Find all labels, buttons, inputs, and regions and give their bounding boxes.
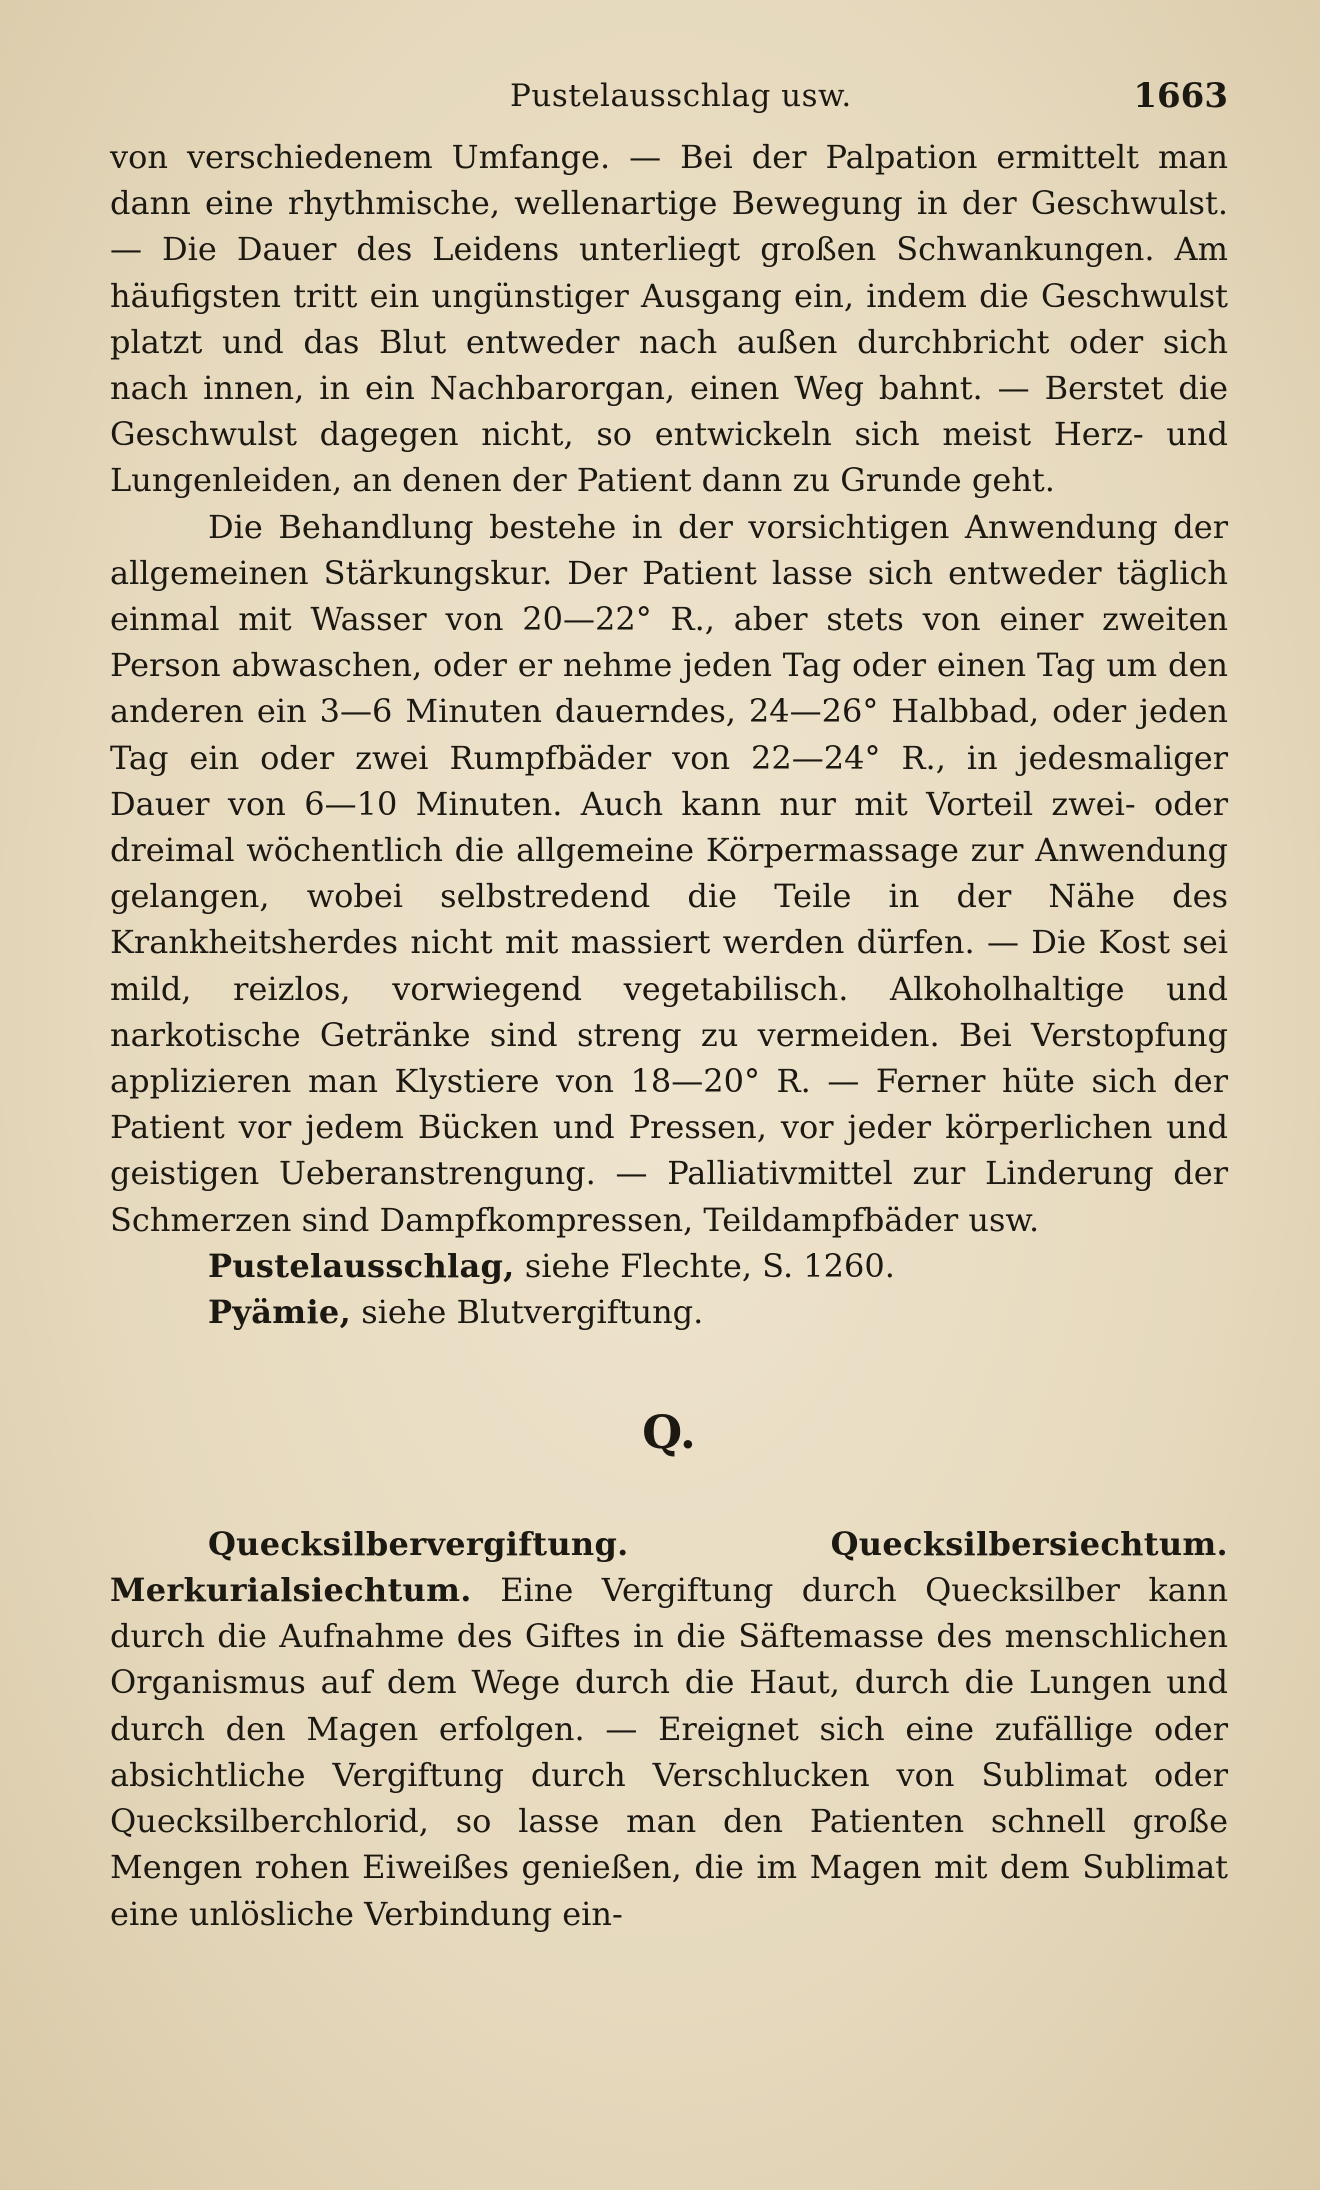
- paragraph-treatment: Die Behandlung bestehe in der vorsichtigen Anwendung der allgemeinen Stärkungskur. Der Patient lasse sich entweder täglich einmal mit Wasser von 20—22° R., aber stets von einer zweiten Person abwaschen, oder er nehme jeden Tag oder einen Tag um den anderen ein 3—6 Minuten dauerndes, 24—26° Halbbad, oder jeden Tag ein oder zwei Rumpfbäder von 22—24° R., in jedesmaliger Dauer von 6—10 Minuten. Auch kann nur mit Vorteil zwei- oder dreimal wöchentlich die allgemeine Körpermassage zur Anwendung gelangen, wobei selbstredend die Teile in der Nähe des Krankheitsherdes nicht mit massiert werden dürfen. — Die Kost sei mild, reizlos, vorwiegend vegetabilisch. Alkoholhaltige und narkotische Getränke sind streng zu vermeiden. Bei Verstopfung applizieren man Klystiere von 18—20° R. — Ferner hüte sich der Patient vor jedem Bücken und Pressen, vor jeder körperlichen und geistigen Ueberanstrengung. — Palliativmittel zur Linderung der Schmerzen sind Dampfkompressen, Teildampfbäder usw.: [110, 507, 1228, 1239]
- page-number: 1663: [1133, 76, 1228, 116]
- section-text: Eine Vergiftung durch Quecksilber kann durch die Aufnahme des Giftes in die Säftemasse des menschlichen Organismus auf dem Wege durch die Haut, durch die Lungen und durch den Magen erfolgen. — Ereignet sich eine zufällige oder absichtliche Vergiftung durch Verschlucken von Sublimat oder Quecksilberchlorid, so lasse man den Patienten schnell große Mengen rohen Eiweißes genießen, die im Magen mit dem Sublimat eine unlösliche Verbindung ein-: [110, 1571, 1229, 1933]
- entry-pyaemie: [208, 1289, 1228, 1335]
- running-title: Pustelausschlag usw.: [510, 78, 852, 114]
- running-header: [110, 70, 1228, 130]
- section-letter: Q.: [642, 1404, 696, 1459]
- entry-term: Pustelausschlag,: [208, 1246, 515, 1285]
- entry-term: Pyämie,: [208, 1292, 352, 1331]
- paragraph-continuation: von verschiedenem Umfange. — Bei der Palpation ermittelt man dann eine rhythmische, wellenartige Bewegung in der Geschwulst. — Die Dauer des Leidens unterliegt großen Schwankungen. Am häufigsten tritt ein ungünstiger Ausgang ein, indem die Geschwulst platzt und das Blut entweder nach außen durchbricht oder sich nach innen, in ein Nachbarorgan, einen Weg bahnt. — Berstet die Geschwulst dagegen nicht, so entwickeln sich meist Herz- und Lungenleiden, an denen der Patient dann zu Grunde geht.: [110, 138, 1228, 500]
- paragraph-quecksilber: [110, 1521, 1228, 1937]
- book-page: [110, 70, 1228, 1937]
- entry-reference: siehe Flechte, S. 1260.: [524, 1246, 895, 1285]
- entry-pustelausschlag: [208, 1243, 1228, 1289]
- section-heading: Quecksilbervergiftung. Quecksilbersiechtum. Merkurialsiechtum.: [110, 1524, 1228, 1610]
- entry-reference: siehe Blutvergiftung.: [361, 1292, 704, 1331]
